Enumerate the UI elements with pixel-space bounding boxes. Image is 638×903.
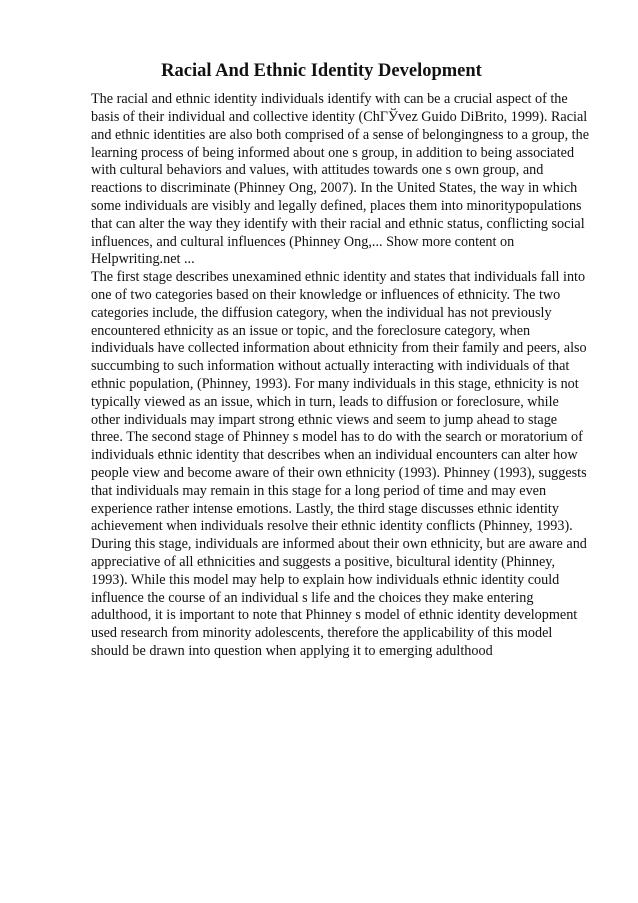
document-title: Racial And Ethnic Identity Development	[161, 61, 482, 81]
body-paragraph-2: The first stage describes unexamined ethnic identity and states that individuals fall into one of two categories based on their knowledge or influences of ethnicity. The two categories include, the diffusion category, when the individual has not previously encountered ethnicity as an issue or topic, and the foreclosure category, when individuals have collected information about ethnicity from their family and peers, also succumbing to such information without actually interacting with individuals of that ethnic population, (Phinney, 1993). For many individuals in this stage, ethnicity is not typically viewed as an issue, which in turn, leads to diffusion or foreclosure, while other individuals may impart strong ethnic views and seem to jump ahead to stage three. The second stage of Phinney s model has to do with the search or moratorium of individuals ethnic identity that describes when an individual encounters can alter how people view and become aware of their own ethnicity (1993). Phinney (1993), suggests that individuals may remain in this stage for a long period of time and may even experience rather intense emotions. Lastly, the third stage discusses ethnic identity achievement when individuals resolve their ethnic identity conflicts (Phinney, 1993). During this stage, individuals are informed about their own ethnicity, but are aware and appreciative of all ethnicities and suggests a positive, bicultural identity (Phinney, 1993). While this model may help to explain how individuals ethnic identity could influence the course of an individual s life and the choices they make entering adulthood, it is important to note that Phinney s model of ethnic identity development used research from minority adolescents, therefore the applicability of this model should be drawn into question when applying it to emerging adulthood	[91, 269, 587, 659]
body-paragraph-1: The racial and ethnic identity individuals identify with can be a crucial aspect of the basis of their individual and collective identity (ChГЎvez Guido DiBrito, 1999). Racial and ethnic identities are also both comprised of a sense of belongingness to a group, the learning process of being informed about one s group, in addition to being associated with cultural behaviors and values, with attitudes towards one s own group, and reactions to discriminate (Phinney Ong, 2007). In the United States, the way in which some individuals are visibly and legally defined, places them into minoritypopulations that can alter the way they identify with their racial and ethnic status, conflicting social influences, and cultural influences (Phinney Ong,... Show more content on Helpwriting.net ...	[91, 91, 590, 268]
